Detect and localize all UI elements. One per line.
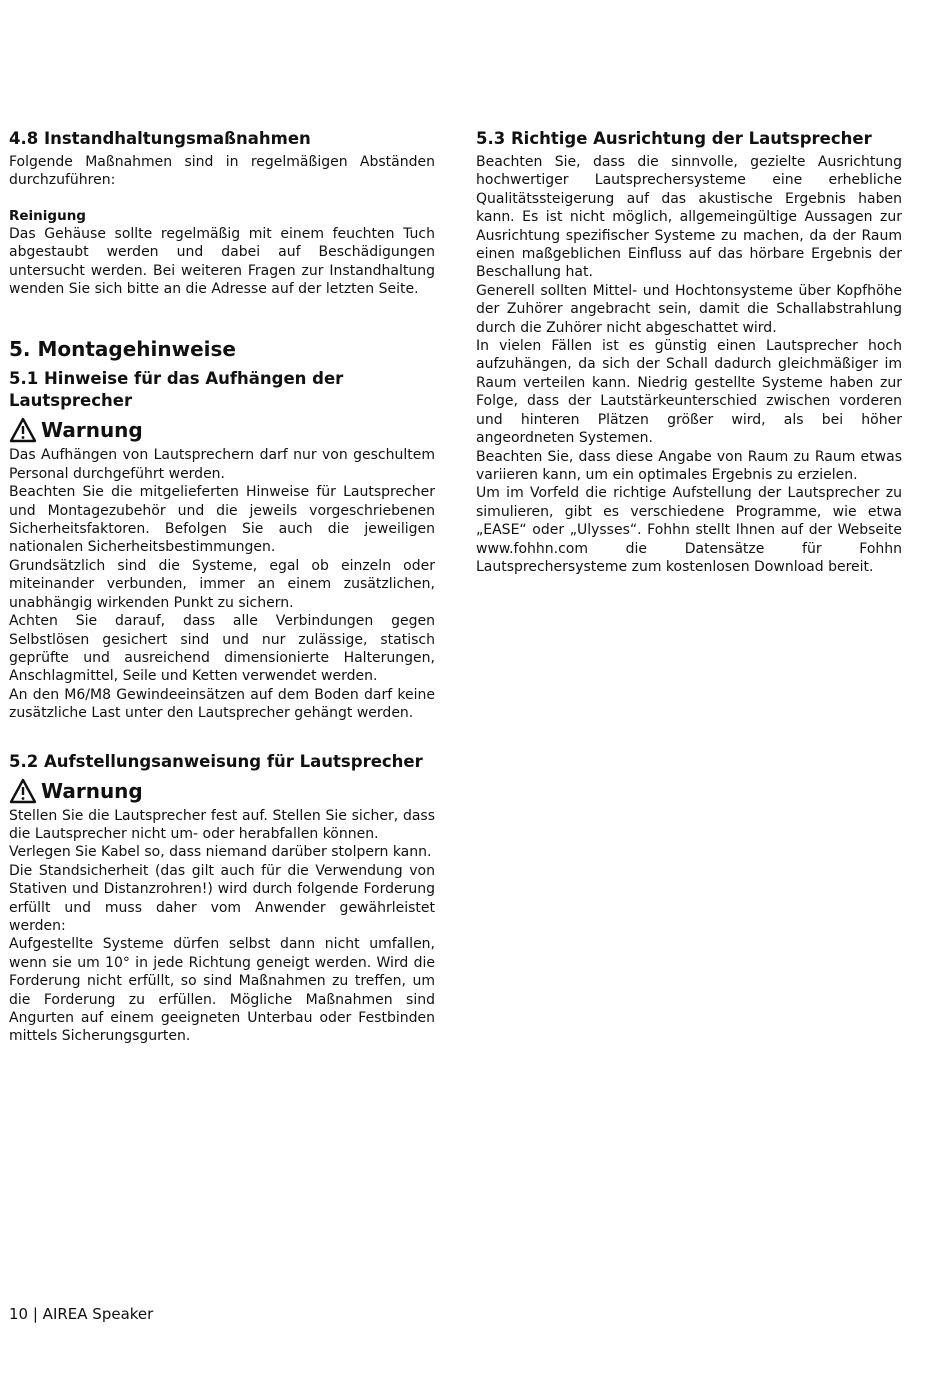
section-5-1-title: 5.1 Hinweise für das Aufhängen der Lautsprecher [9,369,344,411]
paragraph: Das Aufhängen von Lautsprechern darf nur von geschultem Personal durchgeführt werden. [9,447,435,482]
cleaning-body: Das Gehäuse sollte regelmäßig mit einem feuchten Tuch abgestaubt werden und dabei auf Beschädigungen untersucht werden. Bei weiteren Fragen zur Instandhaltung wenden Sie sich bitte an die Adresse auf der letzten Seite. [9,225,435,298]
section-5-2-title: 5.2 Aufstellungsanweisung für Lautsprecher [9,751,423,771]
section-5-3-title: 5.3 Richtige Ausrichtung der Lautsprecher [476,129,872,148]
paragraph: In vielen Fällen ist es günstig einen Lautsprecher hoch aufzuhängen, da sich der Schall dadurch gleichmäßiger im Raum verteilen kann. Niedrig gestellte Systeme haben zur Folge, dass der Lautstärkeunterschied zwischen vorderen und hinteren Plätzen größer wird, als bei höher angeordneten Systemen. [476,338,902,447]
paragraph: Aufgestellte Systeme dürfen selbst dann nicht umfallen, wenn sie um 10° in jede Richtung geneigt werden. Wird die Forderung nicht erfüllt, so sind Maßnahmen zu treffen, um die Forderung zu erfüllen. Mögliche Maßnahmen sind Angurten auf einem geeigneten Unterbau oder Festbinden mittels Sicherungsgurten. [9,936,435,1045]
warning-triangle-icon [9,778,37,804]
cleaning-subheading: Reinigung [9,207,86,224]
paragraph: Verlegen Sie Kabel so, dass niemand darüber stolpern kann. [9,844,432,861]
paragraph: Achten Sie darauf, dass alle Verbindungen gegen Selbstlösen gesichert sind und nur zulässige, statisch geprüfte und ausreichend dimensionierte Halterungen, Anschlagmittel, Seile und Ketten verwendet werden. [9,613,435,685]
section-4-8-title: 4.8 Instandhaltungsmaßnahmen [9,129,311,148]
section-5-3-body [476,153,902,576]
paragraph: Beachten Sie, dass die sinnvolle, gezielte Ausrichtung hochwertiger Lautsprechersysteme eine erhebliche Qualitätssteigerung auf das akustische Ergebnis haben kann. Es ist nicht möglich, allgemeingültige Aussagen zur Ausrichtung spezifischer Systeme zu machen, da der Raum einen maßgeblichen Einfluss auf das hörbare Ergebnis der Beschallung hat. [476,154,902,281]
paragraph: Beachten Sie, dass diese Angabe von Raum zu Raum etwas variieren kann, um ein optimales Ergebnis zu erzielen. [476,448,902,483]
section-5-2-body [9,807,435,1046]
warning-heading-5-1 [9,417,435,443]
left-column [9,128,435,1046]
paragraph: Um im Vorfeld die richtige Aufstellung der Lautsprecher zu simulieren, gibt es verschiedene Programme, wie etwa „EASE“ oder „Ulysses“. Fohhn stellt Ihnen auf der Webseite www.fohhn.com die Datensätze für Fohhn Lautsprechersysteme zum kostenlosen Download bereit. [476,485,902,575]
warning-label: Warnung [41,418,143,443]
paragraph: Grundsätzlich sind die Systeme, egal ob einzeln oder miteinander verbunden, immer an einem zusätzlichen, unabhängig wirkenden Punkt zu sichern. [9,557,435,611]
paragraph: Die Standsicherheit (das gilt auch für die Verwendung von Stativen und Distanzrohren!) wird durch folgende Forderung erfüllt und muss daher vom Anwender gewährleistet werden: [9,862,435,934]
warning-triangle-icon [9,417,37,443]
warning-heading-5-2 [9,778,435,804]
page-footer: 10 | AIREA Speaker [9,1305,154,1323]
right-column [476,128,902,576]
paragraph: An den M6/M8 Gewindeeinsätzen auf dem Boden darf keine zusätzliche Last unter den Lautsprecher gehängt werden. [9,686,435,722]
section-5-title: 5. Montagehinweise [9,337,236,362]
section-4-8-intro: Folgende Maßnahmen sind in regelmäßigen Abständen durchzuführen: [9,154,435,189]
paragraph: Stellen Sie die Lautsprecher fest auf. Stellen Sie sicher, dass die Lautsprecher nicht um- oder herabfallen können. [9,807,435,842]
paragraph: Generell sollten Mittel- und Hochtonsysteme über Kopfhöhe der Zuhörer angebracht sein, damit die Schallabstrahlung durch die Zuhörer nicht abgeschattet wird. [476,282,902,336]
section-5-1-body [9,446,435,722]
warning-label: Warnung [41,778,143,803]
paragraph: Beachten Sie die mitgelieferten Hinweise für Lautsprecher und Montagezubehör und die jeweils vorgeschriebenen Sicherheitsfaktoren. Befolgen Sie auch die jeweiligen nationalen Sicherheitsbestimmungen. [9,484,435,556]
